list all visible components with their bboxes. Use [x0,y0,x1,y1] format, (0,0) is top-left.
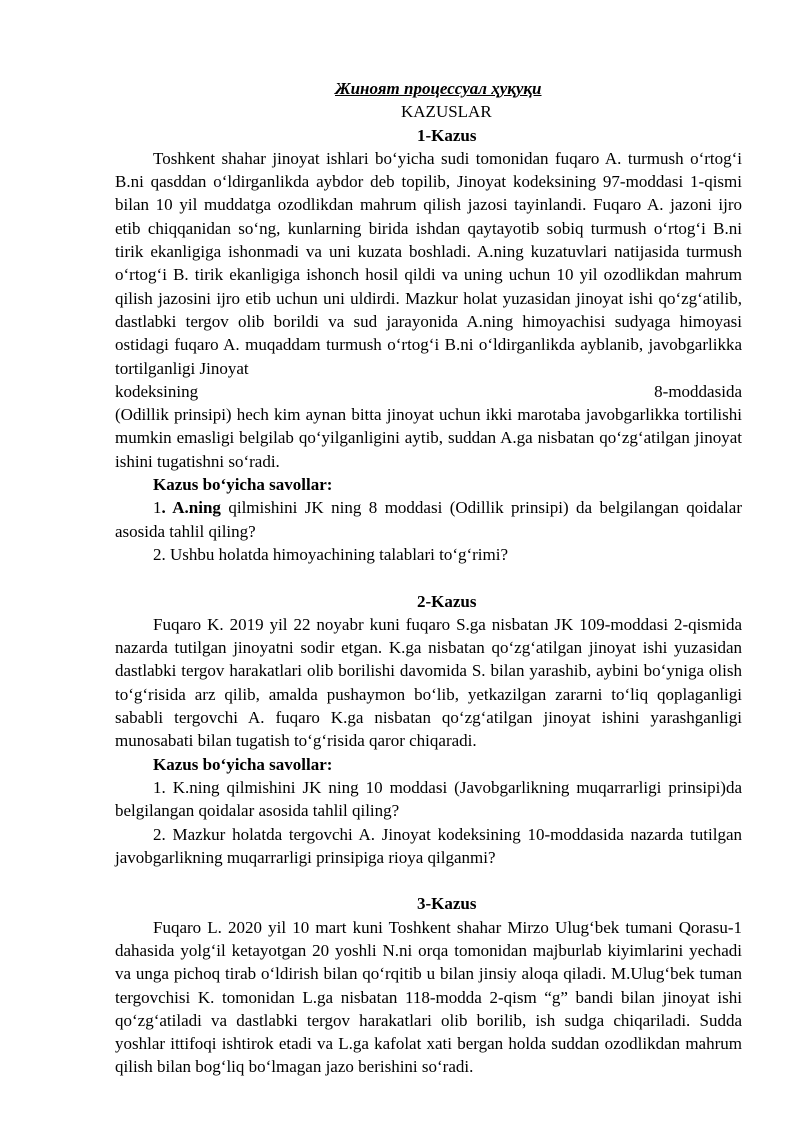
case-1-question-2: 2. Ushbu holatda himoyachining talablari to‘g‘rimi? [153,544,509,564]
case-1-q1-rest: qilmishini JK ning 8 moddasi (Odillik prinsipi) da belgilangan qoidalar asosida tahlil qiling? [115,498,742,541]
case-2-question-1: 1. K.ning qilmishini JK ning 10 moddasi (Javobgarlikning muqarrarligi prinsipi)da belgilangan qoidalar asosida tahlil qiling? [115,777,742,821]
case-1-text: Toshkent shahar jinoyat ishlari bo‘yicha sudi tomonidan fuqaro A. turmush o‘rtog‘i B.ni qasddan o‘ldirganlikda aybdor deb topilib, Jinoyat kodeksining 97-moddasi 1-qismi bilan 10 yil muddatga ozodlikdan mahrum qilish jazosi tayinlandi. Fuqaro A. jazoni ijro etib chiqqanidan so‘ng, kunlarning birida ishdan qaytayotib sobiq turmush o‘rtog‘i B.ni tirik ekanligiga ishonmadi va uni kuzata boshladi. A.ning kuzatuvlari natijasida turmush o‘rtog‘i B. tirik ekanligiga ishonch hosil qildi va uning uchun 10 yil ozodlikdan mahrum qilish jazosini ijro etib uchun uni uldirdi. Mazkur holat yuzasidan jinoyat ishi qo‘zg‘atilib, dastlabki tergov olib borildi va sud jarayonida A.ning himoyachisi sudyaga himoyasi ostidagi fuqaro A. muqaddam turmush o‘rtog‘i B.ni o‘ldirganlikda ayblanib, javobgarlikka tortilganligi Jinoyat [115,148,742,378]
document-subtitle: KAZUSLAR [401,102,492,122]
case-1-split-line [115,380,742,403]
case-2-questions-heading: Kazus bo‘yicha savollar: [153,754,333,774]
case-2-title: 2-Kazus [417,591,477,611]
spacer [115,566,742,589]
case-2-text: Fuqaro K. 2019 yil 22 noyabr kuni fuqaro S.ga nisbatan JK 109-moddasi 2-qismida nazarda tutilgan jinoyatni sodir etgan. K.ga nisbatan qo‘zg‘atilgan jinoyat ishi yuzasidan dastlabki tergov harakatlari olib borilishi davomida S. bilan yarashib, aybini bo‘yniga olish to‘g‘risida arz qilib, amalda pushaymon bo‘lib, yetkazilgan zararni to‘liq qoplaganligi sababli tergovchi A. fuqaro K.ga nisbatan qo‘zg‘atilgan jinoyat ishini yarashganligi munosabati bilan tugatish to‘g‘risida qaror chiqaradi. [115,614,742,751]
case-1-question-1 [115,496,742,543]
case-3-text: Fuqaro L. 2020 yil 10 mart kuni Toshkent shahar Mirzo Ulug‘bek tumani Qorasu-1 dahasida yolg‘il ketayotgan 20 yoshli N.ni orqa tomonidan majburlab kiyimlarini yechadi va unga pichoq tirab o‘ldirish bilan qo‘rqitib u bilan jinsiy aloqa qiladi. M.Ulug‘bek tuman tergovchisi K. tomonidan L.ga nisbatan 118-modda 2-qism “g” bandi bilan jinoyat ishi qo‘zg‘atiladi va dastlabki tergov harakatlari olib borilib, ish sudga chiqariladi. Sudda yoshlar ittifoqi ishtirok etadi va L.ga kafolat xati bergan holda suddan ozodlikdan mahrum qilish bilan bog‘liq bo‘lmagan jazo berishini so‘radi. [115,917,742,1077]
case-1-title: 1-Kazus [417,125,477,145]
spacer [115,869,742,892]
case-3-title: 3-Kazus [417,894,477,914]
document-page [115,77,742,1079]
case-1-word-left: kodeksining [115,381,199,401]
case-2-question-2: 2. Mazkur holatda tergovchi A. Jinoyat kodeksining 10-moddasida nazarda tutilgan javobgarlikning muqarrarligi prinsipiga rioya qilganmi? [115,824,742,867]
document-title: Жиноят процессуал ҳуқуқи [335,79,542,98]
case-1-q1-bold: . A.ning [161,498,221,518]
case-1-q1-number: 1 [153,498,162,518]
case-1-questions-heading: Kazus bo‘yicha savollar: [153,475,333,495]
case-1-word-right: 8-moddasida [654,381,742,401]
case-1-text-tail: (Odillik prinsipi) hech kim aynan bitta jinoyat uchun ikki marotaba javobgarlikka tortilishi mumkin emasligi belgilab qo‘yilganligini aytib, suddan A.ga nisbatan qo‘zg‘atilgan jinoyat ishini tugatishni so‘radi. [115,405,742,471]
